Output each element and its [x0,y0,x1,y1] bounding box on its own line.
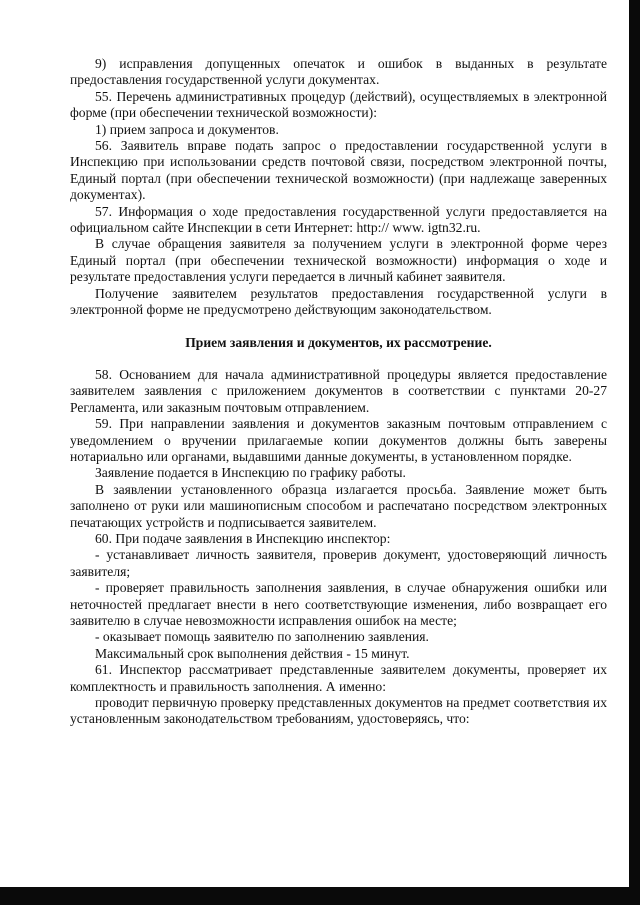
spacer [70,351,607,367]
list-item-help: - оказывает помощь заявителю по заполнению заявления. [95,629,429,645]
paragraphs-bottom [70,367,607,728]
list-item-check: - проверяет правильность заполнения заявления, в случае обнаружения ошибки или неточностей предлагает внести в него соответствующие изменения, либо возвращает его заявителю в случае невозможности исправления ошибок на месте; [70,580,607,628]
paragraph-56: 56. Заявитель вправе подать запрос о предоставлении государственной услуги в Инспекцию при использовании средств почтовой связи, посредством электронной почты, Единый портал (при обеспечении технической возможности) (при надлежаще заверенных документах). [70,138,607,203]
paragraph-form: В заявлении установленного образца излагается просьба. Заявление может быть заполнено от руки или машинописным способом и распечатано посредством электронных печатающих устройств и подписывается заявителем. [70,481,607,530]
paragraph-max-time: Максимальный срок выполнения действия - 15 минут. [95,645,410,661]
paragraph-item-9: 9) исправления допущенных опечаток и ошибок в выданных в результате предоставления государственной услуги документах. [70,56,607,88]
paragraph-57-electronic: В случае обращения заявителя за получением услуги в электронной форме через Единый портал (при обеспечении технической возможности) информация о ходе и результате предоставления услуги передается в личный кабинет заявителя. [70,236,607,285]
paragraph-61-check: проводит первичную проверку представленных документов на предмет соответствия их установленным законодательством требованиям, удостоверяясь, что: [70,695,607,727]
paragraph-57-result: Получение заявителем результатов предоставления государственной услуги в электронной форме не предусмотрено действующим законодательством. [70,285,607,318]
paragraph-58: 58. Основанием для начала административной процедуры является предоставление заявителем заявления с приложением документов в соответствии с пунктами 20-27 Регламента, или заказным почтовым отправлением. [70,366,607,415]
paragraph-55: 55. Перечень административных процедур (действий), осуществляемых в электронной форме (при обеспечении технической возможности): [70,88,607,121]
paragraphs-top [70,56,607,319]
paragraph-57: 57. Информация о ходе предоставления государственной услуги предоставляется на официальном сайте Инспекции в сети Интернет: http:// www. igtn32.ru. [70,203,607,236]
section-heading: Прием заявления и документов, их рассмотрение. [185,334,492,350]
paragraph-schedule: Заявление подается в Инспекцию по графику работы. [95,465,406,481]
paragraph-60: 60. При подаче заявления в Инспекцию инспектор: [95,530,391,546]
paragraph-55-item-1: 1) прием запроса и документов. [95,121,279,137]
list-item-identity: - устанавливает личность заявителя, проверив документ, удостоверяющий личность заявителя; [70,547,607,579]
scan-border-right [629,0,640,905]
spacer [70,319,607,335]
scan-border-bottom [0,887,640,905]
document-page [70,56,607,728]
paragraph-61: 61. Инспектор рассматривает представленные заявителем документы, проверяет их комплектность и правильность заполнения. А именно: [70,662,607,694]
paragraph-59: 59. При направлении заявления и документов заказным почтовым отправлением с уведомлением о вручении прилагаемые копии документов должны быть заверены нотариально или органами, выдавшими данные документы, в установленном порядке. [70,416,607,464]
